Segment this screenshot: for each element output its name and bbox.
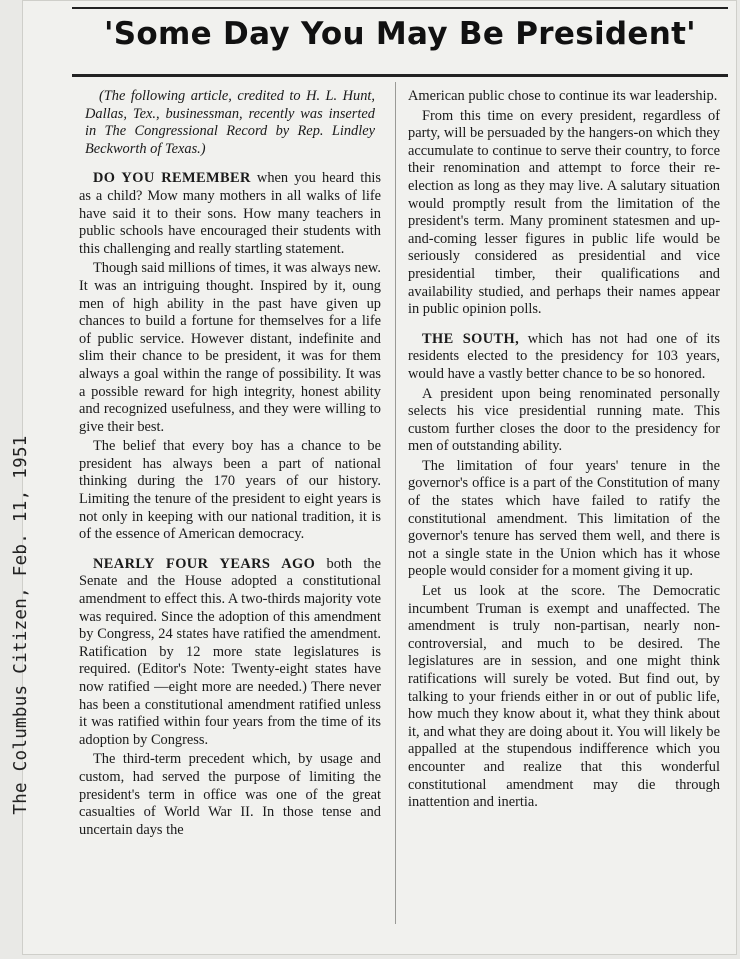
paragraph-text: Though said millions of times, it was always new. It was an intriguing thought. Inspired by it, oung men of high ability in the past have given up chances to build a fortune for themselves for a life of public service. However distant, indefinite and slim their chance to be president, it was for them always a goal within the range of possibility. It was a possible reward for high integrity, honest ability and recognized usefulness, and they were willing to give their best. — [79, 260, 381, 435]
source-caption-text: The Columbus Citizen, Feb. 11, 1951 — [11, 435, 31, 815]
paragraph — [79, 438, 381, 544]
paragraph-text: From this time on every president, regardless of party, will be persuaded by the hangers-on which they accumulate to continue to serve their country, to force their renomination and attempt to force their re-election as long as they may live. A salutary situation would promptly result from the limitation of the president's term. Many prominent statesmen and up-and-coming lesser figures in public life would be seriously considered as presidential and vice presidential timber, their qualifications and availability studied, and perhaps their names appear in public opinion polls. — [408, 107, 720, 318]
paragraph-text: The limitation of four years' tenure in the governor's office is a part of the Constitution of many of the states which have failed to ratify the constitutional amendment. This limitation of the governor's tenure has served them well, and there is not a single state in the Union which has it whose people would consider for a moment giving it up. — [408, 457, 720, 580]
paragraph — [408, 88, 720, 106]
paragraph-text: The belief that every boy has a chance to be president has always been a part of national thinking during the 170 years of our history. Limiting the tenure of the president to eight years is not only in keeping with our national tradition, it is of the essence of American democracy. — [79, 438, 381, 543]
paragraph-kicker: DO YOU REMEMBER — [93, 170, 251, 187]
paragraph-text: The third-term precedent which, by usage and custom, had served the purpose of limiting the president's term in office was one of the great casualties of World War II. In those tense and uncertain days the — [79, 751, 381, 838]
paragraph-text: when you heard this as a child? Mow many mothers in all walks of life have said it to their sons. How many teachers in public schools have encouraged their students with this challenging and really startling statement. — [79, 170, 381, 257]
left-column — [79, 88, 381, 841]
paragraph-kicker: NEARLY FOUR YEARS AGO — [93, 555, 316, 572]
headline: 'Some Day You May Be President' — [104, 16, 696, 52]
paragraph-text: A president upon being renominated personally selects his vice presidential running mate. This custom further closes the door to the presidency for men of outstanding ability. — [408, 385, 720, 455]
top-rule — [72, 7, 728, 9]
paragraph — [408, 331, 720, 384]
paragraph-text: which has not had one of its residents elected to the presidency for 103 years, would have a vastly better chance to be so honored. — [408, 330, 720, 382]
paragraph — [79, 751, 381, 839]
editor-intro: (The following article, credited to H. L. Hunt, Dallas, Tex., businessman, recently was inserted in The Congressional Record by Rep. Lindley Beckworth of Texas.) — [85, 88, 375, 157]
paragraph — [79, 260, 381, 436]
paragraph — [408, 458, 720, 581]
paragraph — [408, 108, 720, 319]
paragraph — [79, 170, 381, 258]
paragraph-text: Let us look at the score. The Democratic incumbent Truman is exempt and unaffected. The amendment is truly non-partisan, nearly non-controversial, and much to be desired. The legislatures are in session, and one might think ratifications will surely be voted. But find out, by talking to your friends either in or out of public life, how much they know about it, what they think about it, and what they are doing about it. You will likely be appalled at the stupendous indifference which you encounter and realize that this wonderful constitutional amendment may die through inattention and inertia. — [408, 583, 720, 811]
paragraph-text: American public chose to continue its war leadership. — [408, 88, 718, 104]
paragraph — [408, 386, 720, 456]
paragraph-kicker: THE SOUTH, — [422, 330, 520, 347]
paragraph — [408, 583, 720, 812]
paragraph-text: both the Senate and the House adopted a constitutional amendment to effect this. A two-thirds majority vote was required. Since the adoption of this amendment by Congress, 24 states have ratified the amendment. Ratification by 12 more state legislatures is required. (Editor's Note: Twenty-eight states have now ratified —eight more are needed.) There never has been a constitutional amendment ratified unless it was ratified within four years from the time of its adoption by Congress. — [79, 555, 381, 748]
paragraph — [79, 556, 381, 750]
source-caption — [6, 395, 36, 855]
right-column — [408, 88, 720, 814]
headline-rule — [72, 74, 728, 77]
column-divider — [395, 82, 396, 924]
